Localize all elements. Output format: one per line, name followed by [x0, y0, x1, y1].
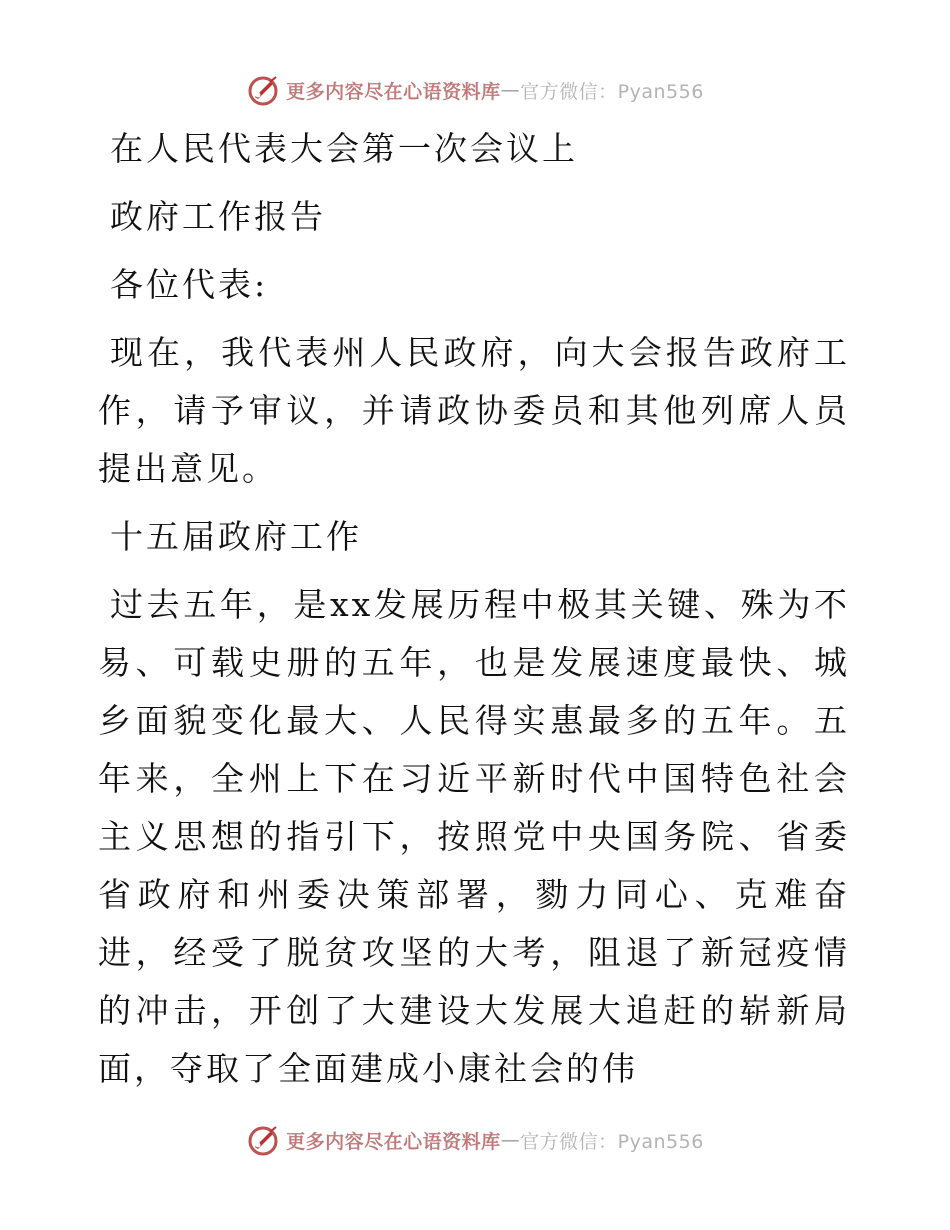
- watermark-contact: 官方微信：Pyan556: [520, 1130, 704, 1153]
- footer-watermark: [0, 1120, 950, 1160]
- watermark-contact: 官方微信：Pyan556: [520, 80, 704, 103]
- watermark-separator: —: [500, 79, 521, 101]
- quill-logo-icon: [246, 1123, 280, 1157]
- report-title-line2: 政府工作报告: [110, 197, 326, 236]
- review-paragraph: 过去五年，是xx发展历程中极其关键、殊为不易、可载史册的五年，也是发展速度最快、城乡面貌变化最大、人民得实惠最多的五年。五年来，全州上下在习近平新时代中国特色社会主义思想的指引下，按照党中央国务院、省委省政府和州委决策部署，勠力同心、克难奋进，经受了脱贫攻坚的大考，阻退了新冠疫情的冲击，开创了大建设大发展大追赶的崭新局面，夺取了全面建成小康社会的伟: [98, 585, 850, 1088]
- salutation: 各位代表:: [110, 265, 269, 304]
- watermark-brand: 更多内容尽在心语资料库: [286, 1130, 501, 1153]
- quill-logo-icon: [246, 73, 280, 107]
- header-watermark: [0, 70, 950, 110]
- watermark-brand: 更多内容尽在心语资料库: [286, 80, 501, 103]
- section-heading: 十五届政府工作: [110, 517, 362, 556]
- document-body: [98, 120, 850, 1098]
- watermark-separator: —: [500, 1129, 521, 1151]
- report-title-line1: 在人民代表大会第一次会议上: [110, 129, 578, 168]
- opening-paragraph: 现在，我代表州人民政府，向大会报告政府工作，请予审议，并请政协委员和其他列席人员提出意见。: [98, 333, 850, 488]
